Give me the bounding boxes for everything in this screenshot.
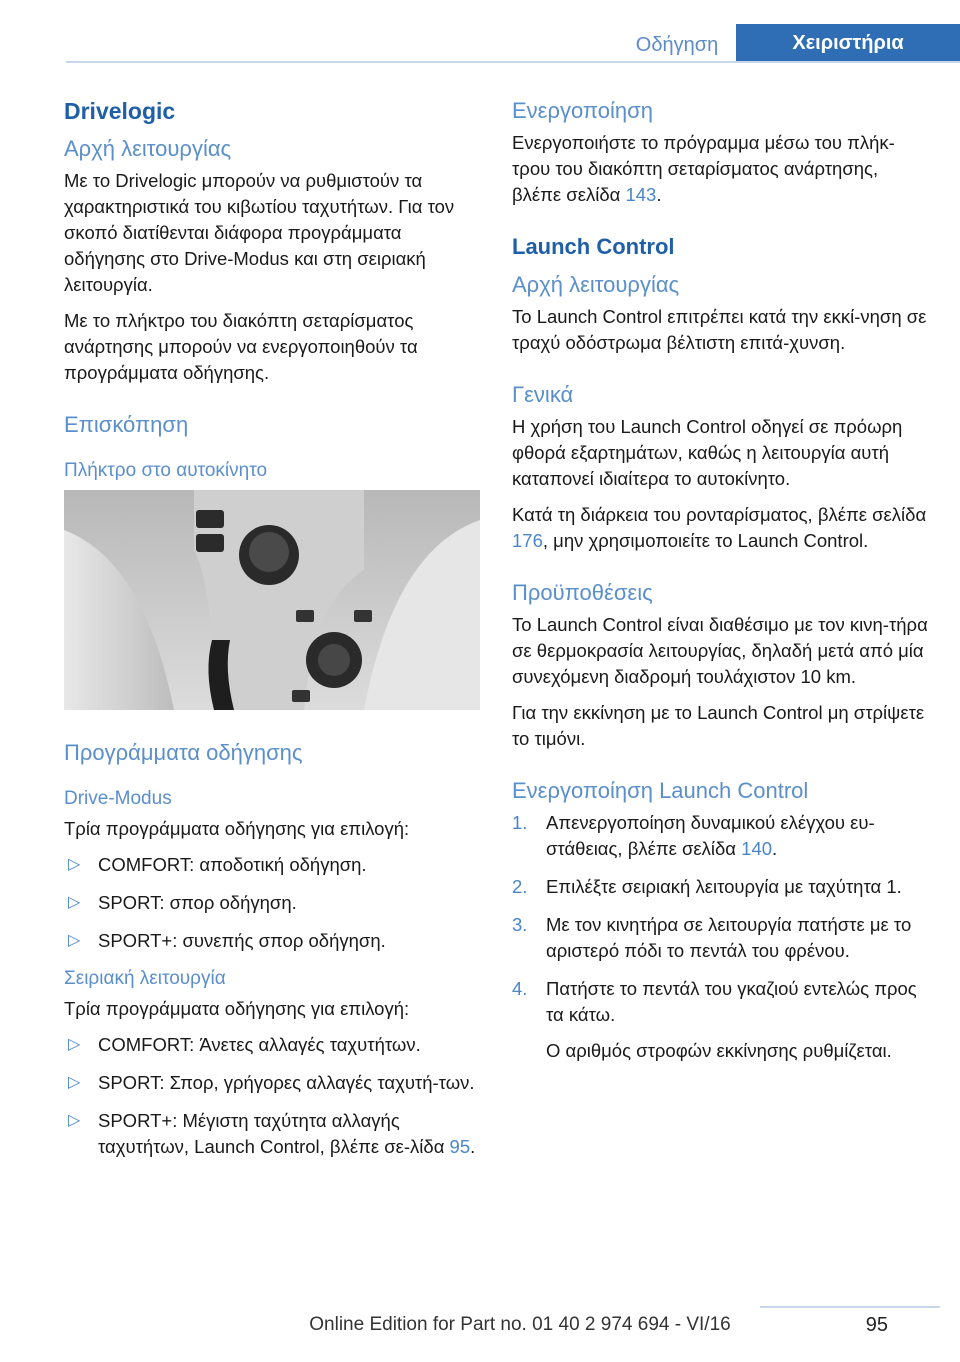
list-item: ▷ SPORT+: συνεπής σπορ οδήγηση. (64, 928, 482, 954)
list-item: 1. Απενεργοποίηση δυναμικού ελέγχου ευ-στάθειας, βλέπε σελίδα 140. (512, 812, 875, 859)
left-column (64, 96, 482, 1172)
launch-principle-heading: Αρχή λειτουργίας (512, 272, 680, 297)
activation-heading: Ενεργοποίηση (512, 98, 653, 123)
triangle-bullet-icon: ▷ (68, 894, 81, 911)
prerequisites-paragraph-1: Το Launch Control είναι διαθέσιμο με τον κινη-τήρα σε θερμοκρασία λειτουργίας, δηλαδή μετά από μία συνεχόμενη διαδρομή τουλάχιστον 10 km. (512, 614, 928, 687)
triangle-bullet-icon: ▷ (68, 932, 81, 949)
serial-heading: Σειριακή λειτουργία (64, 968, 226, 989)
page-header (0, 0, 960, 62)
tab-chapter[interactable]: Χειριστήρια (736, 24, 960, 62)
prerequisites-paragraph-2: Για την εκκίνηση με το Launch Control μη στρίψετε το τιμόνι. (512, 702, 925, 749)
activation-paragraph: Ενεργοποιήστε το πρόγραμμα μέσω του πλήκ-τρου του διακόπτη σεταρίσματος ανάρτησης, βλέπε σελίδα 143. (512, 132, 895, 205)
console-illustration (64, 490, 480, 710)
principle-heading: Αρχή λειτουργίας (64, 136, 232, 161)
general-paragraph-2: Κατά τη διάρκεια του ρονταρίσματος, βλέπε σελίδα 176, μην χρησιμοποιείτε το Launch Control. (512, 504, 927, 551)
edition-footer: Online Edition for Part no. 01 40 2 974 694 - VI/16 (309, 1314, 731, 1335)
programs-heading: Προγράμματα οδήγησης (64, 740, 303, 765)
overview-heading: Επισκόπηση (64, 412, 189, 437)
serial-list (64, 1032, 482, 1160)
general-paragraph-1: Η χρήση του Launch Control οδηγεί σε πρόωρη φθορά εξαρτημάτων, καθώς η λειτουργία αυτή καταπονεί ιδιαίτερα το αυτοκίνητο. (512, 416, 903, 489)
step-note: Ο αριθμός στροφών εκκίνησης ρυθμίζεται. (546, 1040, 892, 1061)
activation-steps (512, 810, 932, 1064)
triangle-bullet-icon: ▷ (68, 1112, 81, 1129)
page-number: 95 (865, 1314, 888, 1336)
right-column (512, 96, 932, 1076)
list-item: 4. Πατήστε το πεντάλ του γκαζιού εντελώς προς τα κάτω. Ο αριθμός στροφών εκκίνησης ρυθμίζεται. (512, 976, 932, 1064)
drive-modus-list (64, 852, 482, 954)
triangle-bullet-icon: ▷ (68, 1036, 81, 1053)
header-divider (66, 61, 960, 63)
drive-modus-intro: Τρία προγράμματα οδήγησης για επιλογή: (64, 818, 410, 839)
footer-divider (760, 1306, 940, 1308)
page-link-140[interactable]: 140 (741, 838, 773, 859)
triangle-bullet-icon: ▷ (68, 856, 81, 873)
center-console-photo (64, 490, 480, 710)
list-item: ▷ SPORT: Σπορ, γρήγορες αλλαγές ταχυτή-των. (64, 1070, 482, 1096)
serial-intro: Τρία προγράμματα οδήγησης για επιλογή: (64, 998, 410, 1019)
drive-modus-heading: Drive-Modus (64, 788, 172, 809)
button-heading: Πλήκτρο στο αυτοκίνητο (64, 460, 268, 481)
tab-section[interactable]: Οδήγηση (635, 34, 719, 56)
list-item: ▷ SPORT: σπορ οδήγηση. (64, 890, 482, 916)
launch-control-title: Launch Control (512, 234, 675, 259)
list-item: 3. Με τον κινητήρα σε λειτουργία πατήστε με το αριστερό πόδι το πεντάλ του φρένου. (512, 914, 912, 961)
triangle-bullet-icon: ▷ (68, 1074, 81, 1091)
principle-paragraph-1: Με το Drivelogic μπορούν να ρυθμιστούν τα χαρακτηριστικά του κιβωτίου ταχυτήτων. Για τον σκοπό διατίθενται διάφορα προγράμματα οδήγησης στο Drive-Modus και στη σειριακή λειτουργία. (64, 170, 455, 295)
page-link-176[interactable]: 176 (512, 530, 543, 551)
list-item: 2. Επιλέξτε σειριακή λειτουργία με ταχύτητα 1. (512, 876, 902, 897)
launch-principle-paragraph: Το Launch Control επιτρέπει κατά την εκκί-νηση σε τραχύ οδόστρωμα βέλτιστη επιτά-χυνση. (512, 306, 927, 353)
list-item: ▷ SPORT+: Μέγιστη ταχύτητα αλλαγής ταχυτήτων, Launch Control, βλέπε σε-λίδα 95. (68, 1110, 476, 1157)
activate-launch-control-heading: Ενεργοποίηση Launch Control (512, 778, 809, 803)
page-link-95[interactable]: 95 (449, 1136, 471, 1157)
general-heading: Γενικά (512, 382, 574, 407)
list-item: ▷ COMFORT: αποδοτική οδήγηση. (64, 852, 482, 878)
prerequisites-heading: Προϋποθέσεις (512, 580, 653, 605)
principle-paragraph-2: Με το πλήκτρο του διακόπτη σεταρίσματος ανάρτησης μπορούν να ενεργοποιηθούν τα προγράμματα οδήγησης. (64, 310, 418, 383)
drivelogic-title: Drivelogic (64, 98, 176, 124)
list-item: ▷ COMFORT: Άνετες αλλαγές ταχυτήτων. (64, 1032, 482, 1058)
page-link-143[interactable]: 143 (625, 184, 657, 205)
